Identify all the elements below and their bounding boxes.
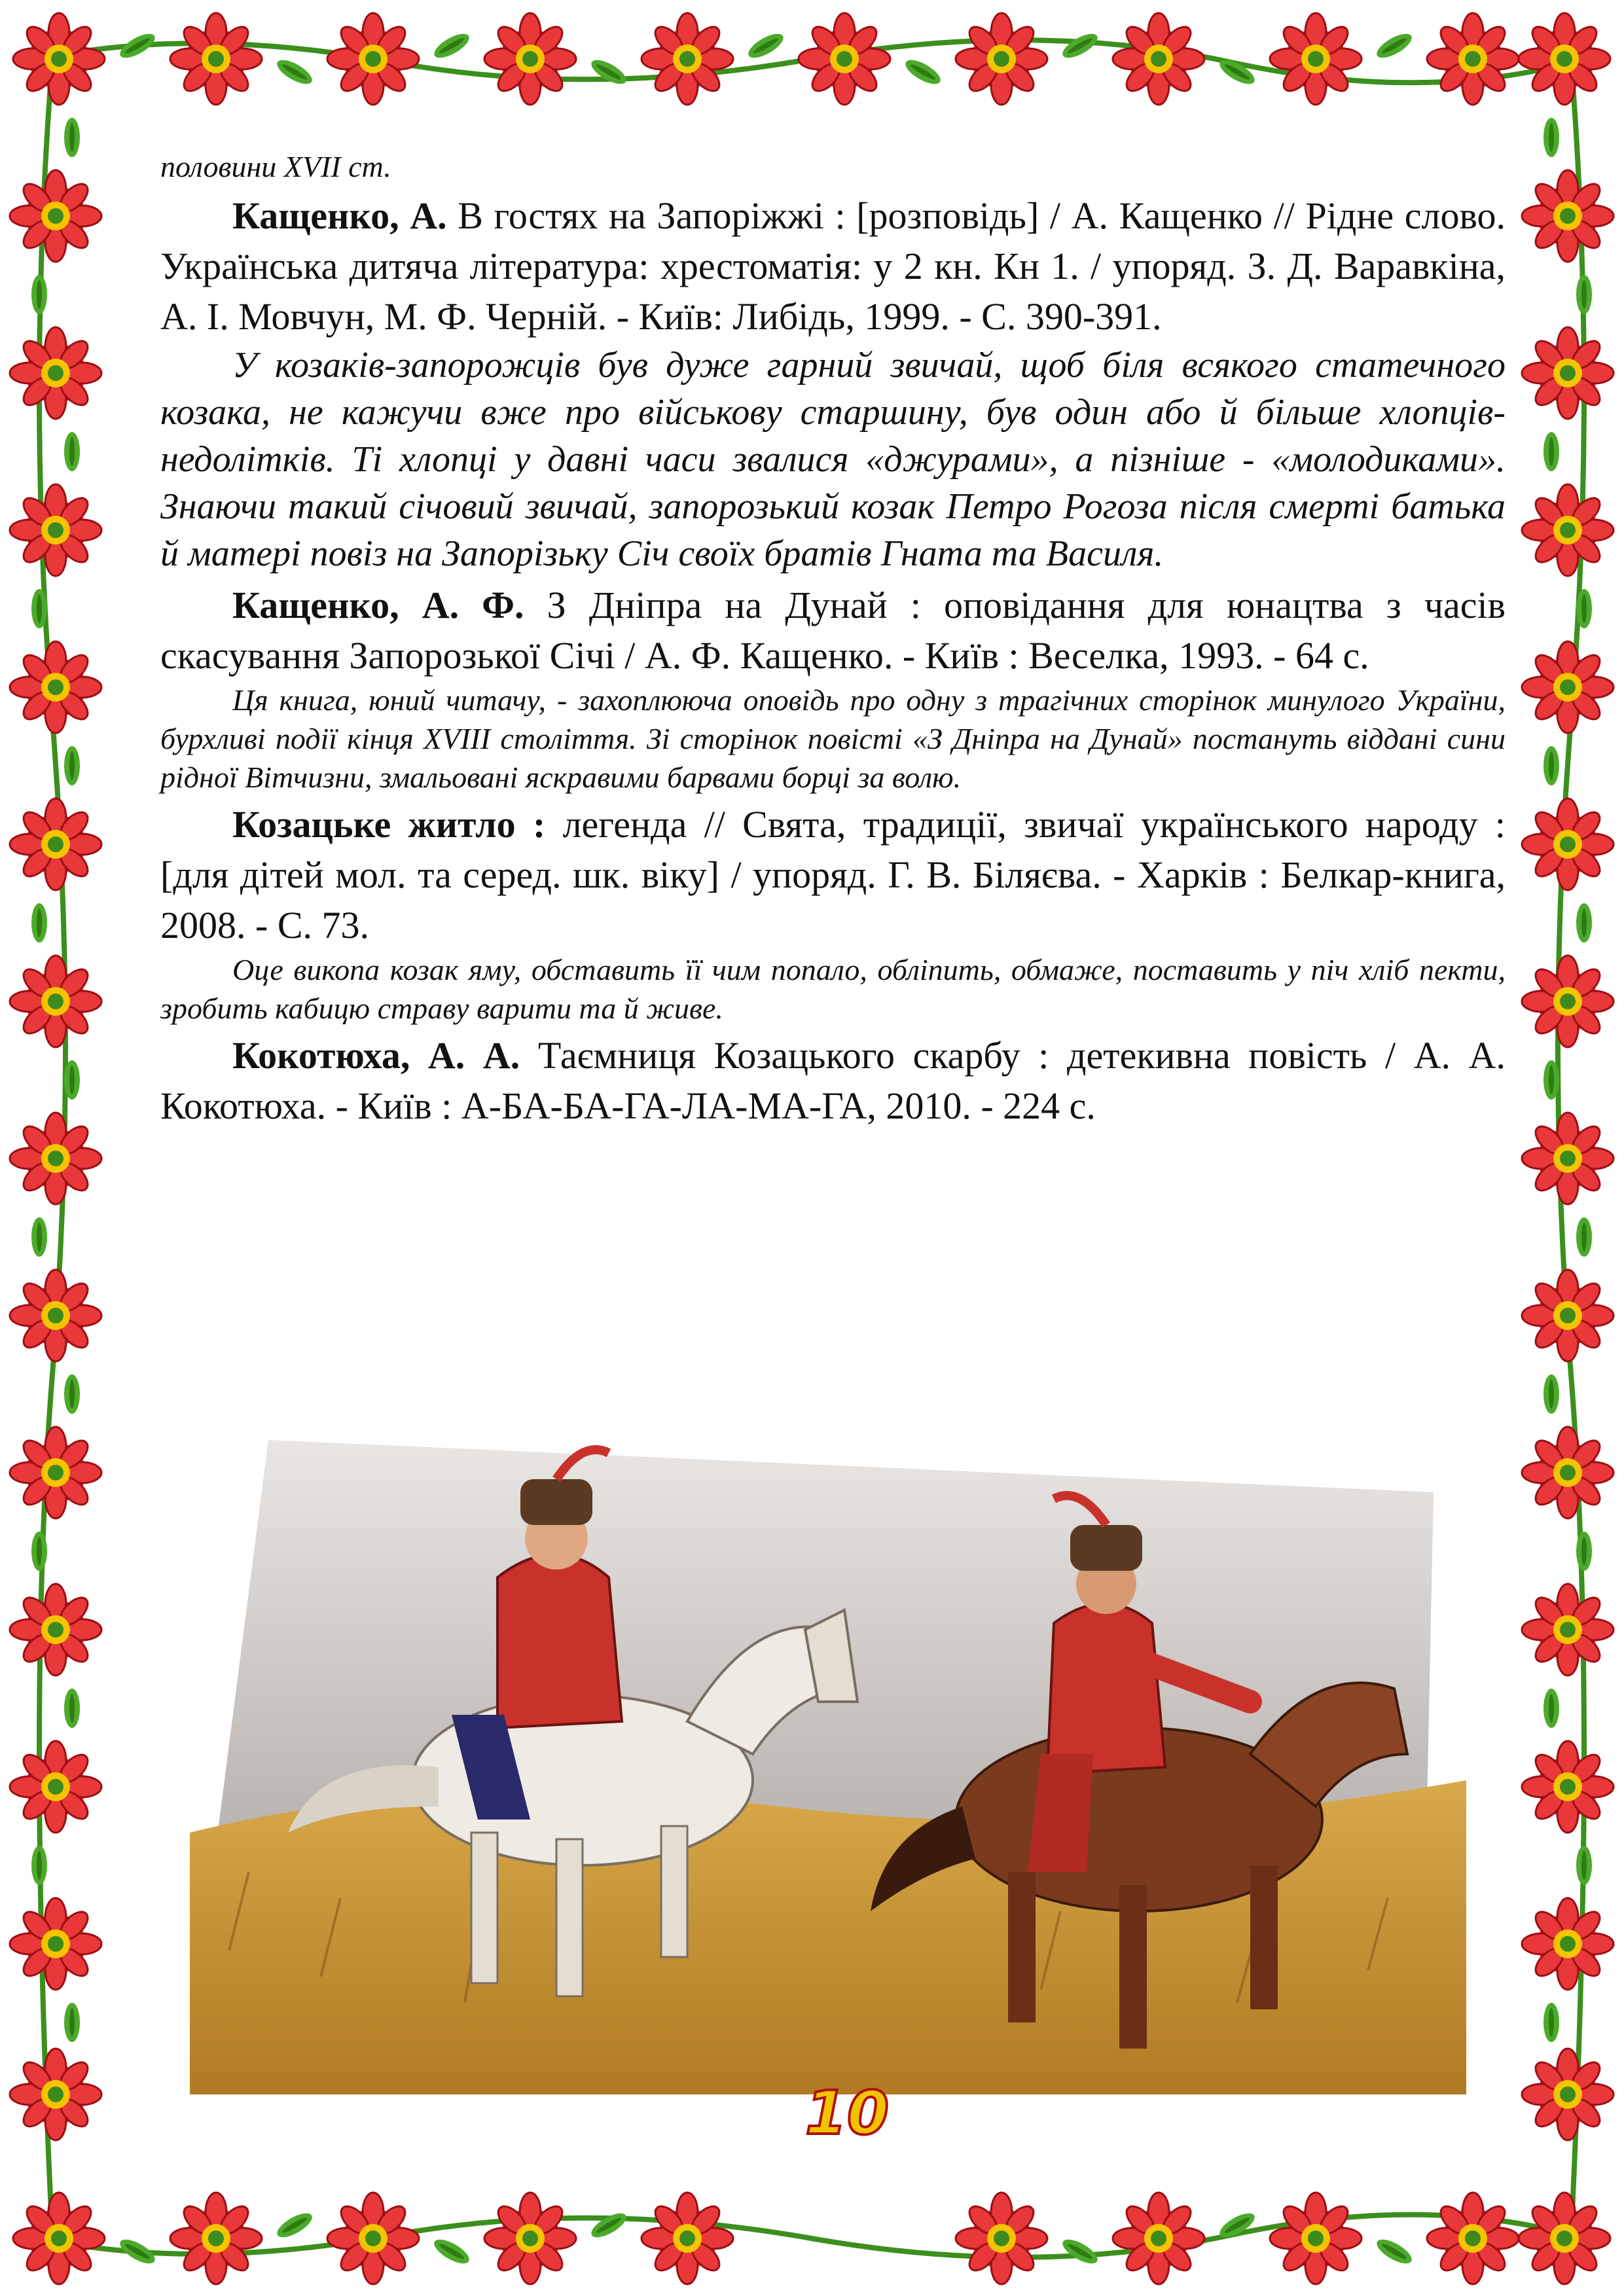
page-number: 10 [805, 2078, 890, 2148]
entry-author: Кащенко, А. [232, 194, 447, 237]
continuation-line: половини XVII ст. [160, 150, 391, 183]
entry-text: З Дніпра на Дунай : оповідання для юнацтва з часів скасування Запорозької Січі / А. Ф. Кащенко. - Київ : Веселка, 1993. - 64 с. [160, 584, 1506, 677]
cossack-riders-illustration [190, 1414, 1466, 2094]
bibliography-text [160, 147, 1506, 1131]
bib-entry [160, 580, 1506, 681]
bib-entry [160, 1030, 1506, 1131]
entry-author: Кокотюха, А. А. [232, 1034, 520, 1077]
entry-text: легенда // Свята, традиції, звичаї українського народу : [для дітей мол. та серед. шк. віку] / упоряд. Г. В. Біляєва. - Харків : Белкар-книга, 2008. - С. 73. [160, 803, 1506, 946]
entry-annotation: Оце викопа козак яму, обставить її чим попало, обліпить, обмаже, поставить у піч хліб пекти, зробить кабицю страву варити та й живе. [160, 953, 1506, 1025]
entry-text: Таємниця Козацького скарбу : детекивна повість / А. А. Кокотюха. - Київ : А-БА-БА-ГА-ЛА-МА-ГА, 2010. - 224 с. [160, 1034, 1506, 1127]
entry-author: Козацьке житло : [232, 803, 546, 846]
entry-author: Кащенко, А. Ф. [232, 584, 524, 626]
entry-text: В гостях на Запоріжжі : [розповідь] / А. Кащенко // Рідне слово. Українська дитяча література: хрестоматія: у 2 кн. Кн 1. / упоряд. З. Д. Варавкіна, А. І. Мовчун, М. Ф. Черній. - Київ: Либідь, 1999. - С. 390-391. [160, 194, 1506, 338]
entry-annotation: Ця книга, юний читачу, - захоплююча оповідь про одну з трагічних сторінок минулого України, бурхливі події кінця XVIII століття. Зі сторінок повісті «З Дніпра на Дунай» постануть віддані сини рідної Вітчизни, змальовані яскравими барвами борці за волю. [160, 683, 1506, 794]
entry-annotation: У козаків-запорожців був дуже гарний звичай, щоб біля всякого статечного козака, не кажучи вже про військову старшину, був один або й більше хлопців-недоліткiв. Ті хлопці у давні часи звалися «джурами», а пізніше - «молодиками». Знаючи такий січовий звичай, запорозький козак Петро Рогоза після смерті батька й матері повіз на Запорізьку Січ своїх братів Гната та Василя. [160, 345, 1506, 574]
bib-entry [160, 190, 1506, 342]
bib-entry [160, 799, 1506, 950]
